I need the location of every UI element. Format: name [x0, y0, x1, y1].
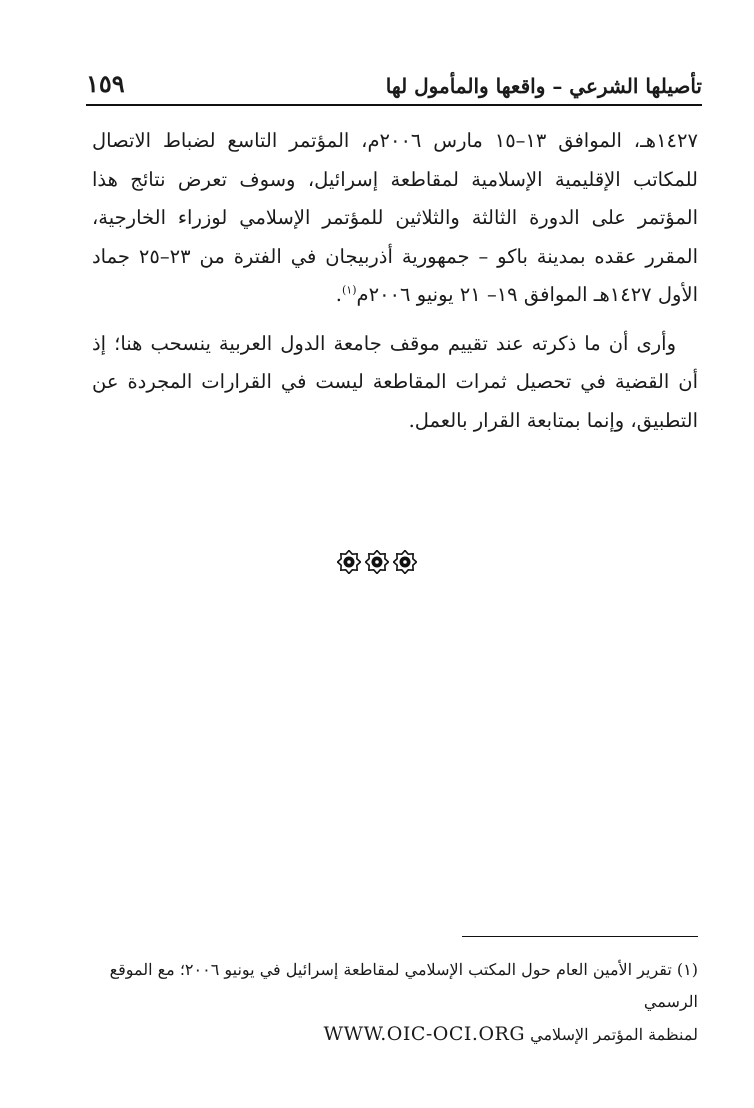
body-text [92, 122, 698, 440]
star-ornament-icon [337, 550, 361, 574]
footnote-separator [462, 936, 698, 937]
running-title: تأصيلها الشرعي – واقعها والمأمول لها [385, 74, 702, 98]
page-header [86, 60, 702, 106]
paragraph-1-text: ١٤٢٧هـ، الموافق ١٣–١٥ مارس ٢٠٠٦م، المؤتمر التاسع لضباط الاتصال للمكاتب الإقليمية الإسلامية لمقاطعة إسرائيل، وسوف تعرض نتائج هذا المؤتمر على الدورة الثالثة والثلاثين للمؤتمر الإسلامي لوزراء الخارجية، المقرر عقده بمدينة باكو – جمهورية أذربيجان في الفترة من ٢٣–٢٥ جماد الأول ١٤٢٧هـ الموافق ١٩– ٢١ يونيو ٢٠٠٦م [92, 129, 698, 306]
footnote-org-text: لمنظمة المؤتمر الإسلامي [530, 1025, 698, 1044]
footnote [92, 954, 698, 1051]
paragraph-1-end: . [335, 283, 342, 306]
footnote-line-1: (١) تقرير الأمين العام حول المكتب الإسلامي لمقاطعة إسرائيل في يونيو ٢٠٠٦؛ مع الموقع الرسمي [109, 960, 698, 1011]
paragraph-2: وأرى أن ما ذكرته عند تقييم موقف جامعة الدول العربية ينسحب هنا؛ إذ أن القضية في تحصيل ثمرات المقاطعة ليست في القرارات المجردة عن التطبيق، وإنما بمتابعة القرار بالعمل. [92, 331, 699, 432]
footnote-url[interactable]: WWW.OIC-OCI.ORG [323, 1023, 526, 1045]
footnote-reference[interactable]: (١) [342, 283, 357, 297]
star-ornament-icon [393, 550, 417, 574]
paragraph-1 [92, 122, 698, 315]
star-ornament-icon [365, 550, 389, 574]
page-number: ١٥٩ [86, 69, 125, 98]
section-ornament [0, 550, 754, 578]
footnote-line-2 [92, 1018, 698, 1051]
